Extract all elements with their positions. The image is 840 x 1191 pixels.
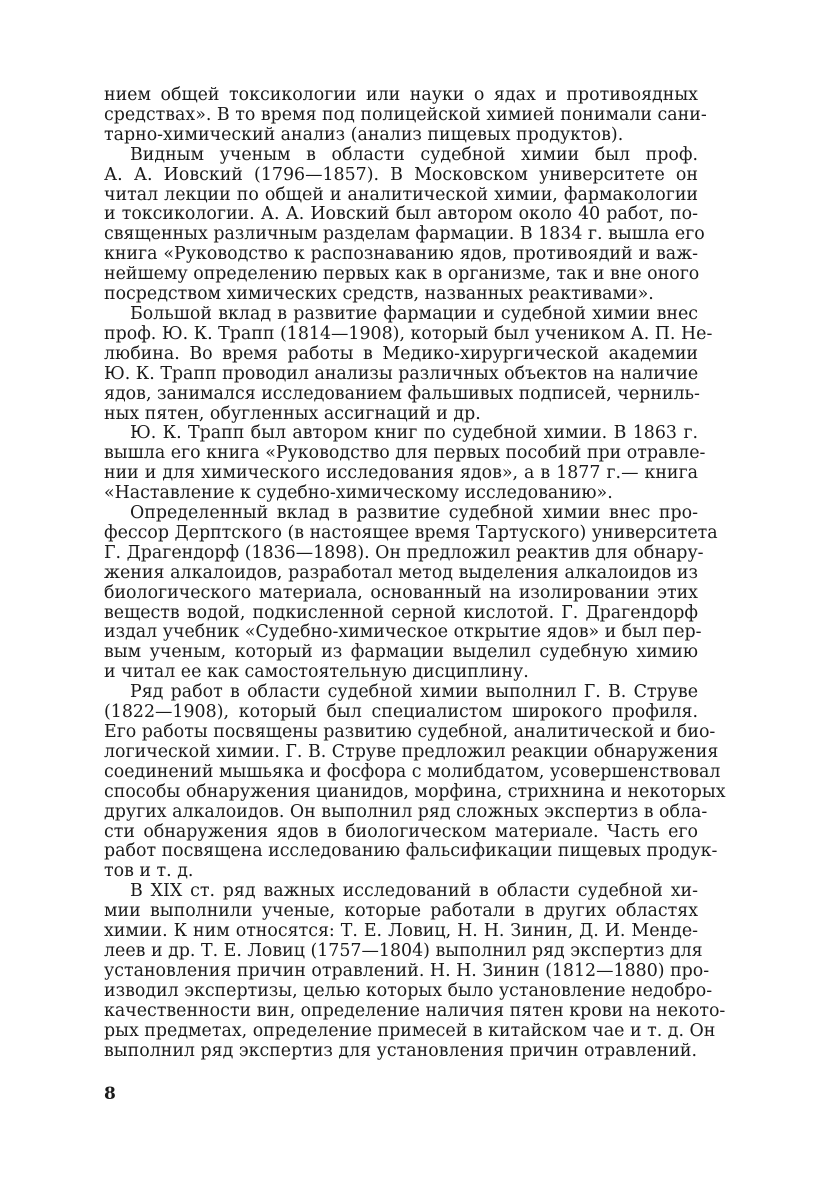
text-line: вышла его книга «Руководство для первых пособий при отравле-	[104, 443, 706, 464]
text-line: священных различным разделам фармации. В 1834 г. вышла его	[104, 224, 705, 245]
text-line: читал лекции по общей и аналитической химии, фармакологии	[104, 184, 698, 205]
text-line: В XIX ст. ряд важных исследований в области судебной хи-	[130, 881, 698, 902]
text-line: нейшему определению первых как в организме, так и вне оного	[104, 264, 700, 285]
text-line: выполнил ряд экспертиз для установления причин отравлений.	[104, 1040, 698, 1061]
text-line: мии выполнили ученые, которые работали в других областях	[104, 901, 698, 922]
text-line: Ю. К. Трапп был автором книг по судебной химии. В 1863 г.	[130, 423, 698, 444]
text-line: «Наставление к судебно-химическому исследованию».	[104, 483, 613, 504]
text-line: Ю. К. Трапп проводил анализы различных объектов на наличие	[104, 363, 699, 384]
text-line: леев и др. Т. Е. Ловиц (1757—1804) выполнил ряд экспертиз для	[104, 940, 703, 961]
text-line: качественности вин, определение наличия пятен крови на некото-	[104, 1000, 726, 1021]
text-line: нии и для химического исследования ядов», а в 1877 г.— книга	[104, 463, 698, 484]
text-line: посредством химических средств, названных реактивами».	[104, 284, 654, 305]
text-line: изводил экспертизы, целью которых было установление недобро-	[104, 980, 713, 1001]
text-line: способы обнаружения цианидов, морфина, стрихнина и некоторых	[104, 781, 726, 802]
text-line: соединений мышьяка и фосфора с молибдатом, усовершенствовал	[104, 761, 721, 782]
text-line: нием общей токсикологии или науки о ядах и противоядных	[104, 85, 698, 105]
text-line: А. А. Иовский (1796—1857). В Московском университете он	[104, 164, 698, 185]
paragraph-1	[104, 85, 707, 146]
text-line: Определенный вклад в развитие судебной химии внес про-	[130, 503, 698, 524]
text-line: средствах». В то время под полицейской химией понимали сани-	[104, 104, 707, 125]
text-line: тов и т. д.	[104, 861, 194, 882]
text-line: (1822—1908), который был специалистом широкого профиля.	[104, 702, 698, 723]
page-body	[104, 85, 726, 1061]
text-line: Видным ученым в области судебной химии был проф.	[130, 144, 698, 165]
text-line: вым ученым, который из фармации выделил судебную химию	[104, 642, 698, 663]
text-line: и токсикологии. А. А. Иовский был автором около 40 работ, по-	[104, 204, 698, 225]
text-line: любина. Во время работы в Медико-хирургической академии	[104, 343, 698, 364]
page-number: 8	[104, 1084, 116, 1104]
text-line: фессор Дерптского (в настоящее время Тартуского) университета	[104, 522, 718, 543]
text-line: издал учебник «Судебно-химическое открытие ядов» и был пер-	[104, 622, 702, 643]
text-line: Большой вклад в развитие фармации и судебной химии внес	[130, 303, 698, 324]
text-line: Ряд работ в области судебной химии выполнил Г. В. Струве	[130, 682, 698, 703]
text-line: установления причин отравлений. Н. Н. Зинин (1812—1880) про-	[104, 960, 710, 981]
text-line: логической химии. Г. В. Струве предложил реакции обнаружения	[104, 741, 719, 762]
text-line: работ посвящена исследованию фальсификации пищевых продук-	[104, 841, 718, 862]
text-line: Его работы посвящены развитию судебной, аналитической и био-	[104, 722, 716, 742]
text-line: биологического материала, основанный на изолировании этих	[104, 582, 698, 603]
text-line: веществ водой, подкисленной серной кислотой. Г. Драгендорф	[104, 602, 698, 623]
paragraph-2	[104, 144, 705, 305]
text-line: проф. Ю. К. Трапп (1814—1908), который был учеником А. П. Не-	[104, 323, 713, 344]
paragraph-5	[104, 503, 718, 683]
paragraph-4	[104, 423, 706, 504]
text-line: Г. Драгендорф (1836—1898). Он предложил реактив для обнару-	[104, 542, 704, 563]
text-line: химии. К ним относятся: Т. Е. Ловиц, Н. Н. Зинин, Д. И. Менде-	[104, 921, 698, 942]
text-line: тарно-химический анализ (анализ пищевых продуктов).	[104, 124, 624, 145]
text-line: ядов, занимался исследованием фальшивых подписей, черниль-	[104, 383, 700, 404]
text-line: других алкалоидов. Он выполнил ряд сложных экспертиз в обла-	[104, 801, 708, 822]
paragraph-6	[104, 682, 726, 882]
paragraph-3	[104, 303, 713, 424]
text-line: книга «Руководство к распознаванию ядов, противоядий и важ-	[104, 244, 698, 265]
paragraph-7	[104, 881, 726, 1061]
text-line: и читал ее как самостоятельную дисциплину.	[104, 662, 529, 683]
text-line: сти обнаружения ядов в биологическом материале. Часть его	[104, 821, 698, 842]
text-line: жения алкалоидов, разработал метод выделения алкалоидов из	[104, 562, 698, 583]
text-line: ных пятен, обугленных ассигнаций и др.	[104, 403, 481, 424]
text-line: рых предметах, определение примесей в китайском чае и т. д. Он	[104, 1020, 716, 1041]
